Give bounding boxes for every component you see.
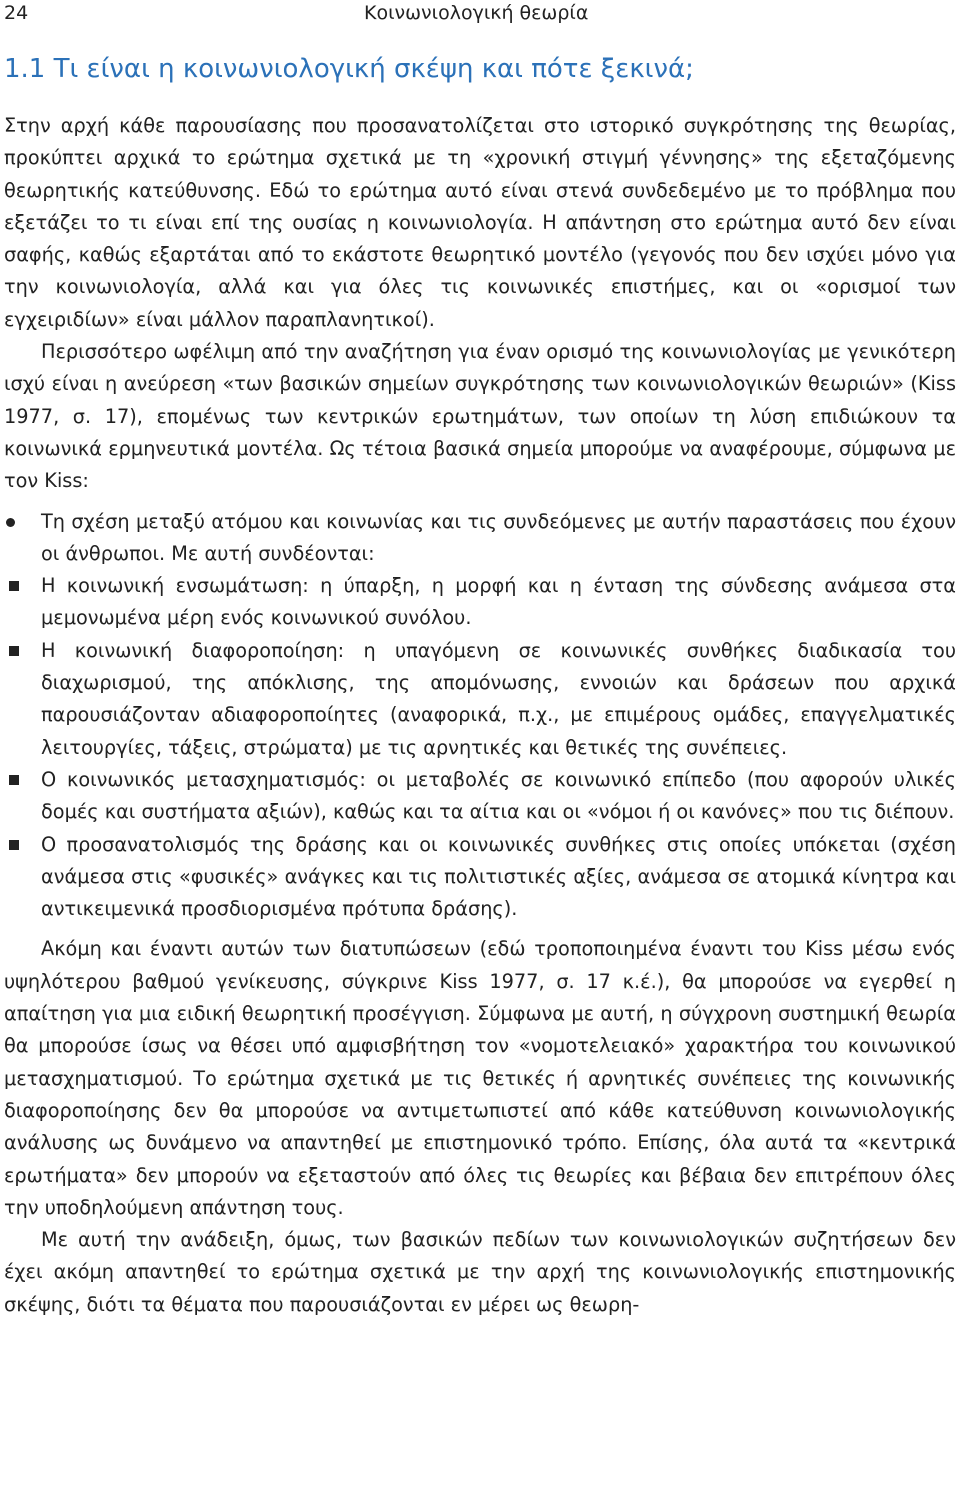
paragraph-definition: Περισσότερο ωφέλιμη από την αναζήτηση για έναν ορισμό της κοινωνιολογίας με γενικότερη ισχύ είναι η ανεύρεση «των βασικών σημείων συγκρότησης των κοινωνιολογικών θεωριών» (Kiss 1977, σ. 17), επομένως των κεντρικών ερωτημάτων, των οποίων τη λύση επιδιώκουν τα κοινωνικά ερμηνευτικά μοντέλα. Ως τέτοια βασικά σημεία μπορούμε να αναφέρουμε, σύμφωνα με τον Kiss: <box>4 340 956 493</box>
square-bullet-icon <box>9 775 19 785</box>
list-item <box>41 570 956 635</box>
list-item <box>41 764 956 829</box>
page-number: 24 <box>4 2 29 24</box>
sub-list <box>41 570 956 925</box>
square-bullet-icon <box>9 581 19 591</box>
square-bullet-icon <box>9 646 19 656</box>
bullet-dot-icon <box>6 518 15 527</box>
paragraph-intro: Στην αρχή κάθε παρουσίασης που προσανατολίζεται στο ιστορικό συγκρότησης της θεωρίας, προκύπτει αρχικά το ερώτημα σχετικά με τη «χρονική στιγμή γέννησης» της εξεταζόμενης θεωρητικής κατεύθυνσης. Εδώ το ερώτημα αυτό είναι στενά συνδεδεμένο με το πρόβλημα που εξετάζει το τι είναι επί της ουσίας η κοινωνιολογία. Η απάντηση στο ερώτημα αυτό δεν είναι σαφής, καθώς εξαρτάται από το εκάστοτε θεωρητικό μοντέλο (γεγονός που δεν ισχύει μόνο για την κοινωνιολογία, αλλά και για όλες τις κοινωνικές επιστήμες, και οι «ορισμοί των εγχειριδίων» είναι μάλλον παραπλανητικοί). <box>4 114 956 331</box>
section-title: 1.1 Τι είναι η κοινωνιολογική σκέψη και πότε ξεκινά; <box>4 54 694 84</box>
list-item <box>41 829 956 926</box>
paragraph-conclusion: Με αυτή την ανάδειξη, όμως, των βασικών πεδίων των κοινωνιολογικών συζητήσεων δεν έχει ακόμη απαντηθεί το ερώτημα σχετικά με την αρχή της κοινωνιολογικής επιστημονικής σκέψης, διότι τα θέματα που παρουσιάζονται εν μέρει ως θεωρη- <box>4 1228 956 1316</box>
sub-item-text: Η κοινωνική ενσωμάτωση: η ύπαρξη, η μορφή και η ένταση της σύνδεσης ανάμεσα στα μεμονωμένα μέρη ενός κοινωνικού συνόλου. <box>41 574 956 630</box>
paragraph-discussion: Ακόμη και έναντι αυτών των διατυπώσεων (εδώ τροποποιημένα έναντι του Kiss μέσω ενός υψηλότερου βαθμού γενίκευσης, σύγκρινε Kiss 1977, σ. 17 κ.έ.), θα μπορούσε να εγερθεί η απαίτηση για μια ειδική θεωρητική προσέγγιση. Σύμφωνα με αυτή, η σύγχρονη συστημική θεωρία θα μπορούσε ίσως να θέσει υπό αμφισβήτηση τον «νομοτελειακό» χαρακτήρα του κοινωνικού μετασχηματισμού. Το ερώτημα σχετικά με τις θετικές ή αρνητικές συνέπειες της κοινωνικής διαφοροποίησης δεν θα μπορούσε να αντιμετωπιστεί από κάθε κατεύθυνση κοινωνιολογικής ανάλυσης ως δυνάμενο να απαντηθεί με επιστημονικό τρόπο. Επίσης, όλα αυτά τα «κεντρικά ερωτήματα» δεν μπορούν να εξεταστούν από όλες τις θεωρίες και βέβαια δεν επιτρέπουν όλες την υποδηλούμενη απάντηση τους. <box>4 937 956 1219</box>
page-header <box>4 0 956 30</box>
bullet-text: Τη σχέση μεταξύ ατόμου και κοινωνίας και τις συνδεόμενες με αυτήν παραστάσεις που έχουν οι άνθρωποι. Με αυτή συνδέονται: <box>41 509 956 565</box>
square-bullet-icon <box>9 840 19 850</box>
list-item <box>4 506 956 926</box>
sub-item-text: Η κοινωνική διαφοροποίηση: η υπαγόμενη σε κοινωνικές συνθήκες διαδικασία του διαχωρισμού, της απόκλισης, της απομόνωσης, εννοιών και δράσεων που αρχικά παρουσιάζονταν αδιαφοροποίητες (αναφορικά, π.χ., με επιμέρους ομάδες, επαγγελματικές λειτουργίες, τάξεις, στρώματα) με τις αρνητικές και θετικές της συνέπειες. <box>41 638 956 759</box>
document-page <box>4 0 956 1321</box>
sub-item-text: Ο κοινωνικός μετασχηματισμός: οι μεταβολές σε κοινωνικό επίπεδο (που αφορούν υλικές δομές και συστήματα αξιών), καθώς και τα αίτια και οι «νόμοι ή οι κανόνες» που τις διέπουν. <box>41 767 956 824</box>
sub-item-text: Ο προσανατολισμός της δράσης και οι κοινωνικές συνθήκες στις οποίες υπόκεται (σχέση ανάμεσα στις «φυσικές» ανάγκες και τις πολιτιστικές αξίες, ανάμεσα σε ατομικά κίνητρα και αντικειμενικά προσδιορισμένα πρότυπα δράσης). <box>41 832 956 921</box>
list-item <box>41 635 956 764</box>
bullet-list <box>4 506 956 926</box>
running-title: Κοινωνιολογική θεωρία <box>364 2 589 24</box>
